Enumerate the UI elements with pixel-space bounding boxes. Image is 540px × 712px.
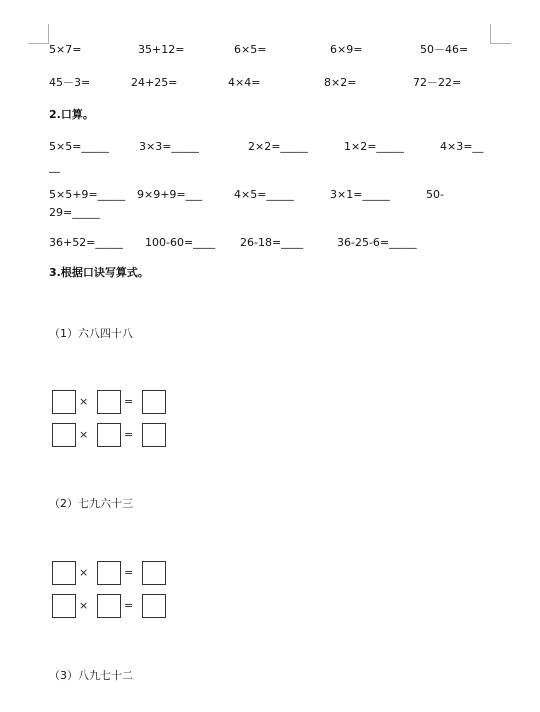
times-sign: × bbox=[79, 428, 89, 441]
crop-mark-top-left-v bbox=[48, 24, 49, 44]
answer-box[interactable] bbox=[97, 390, 121, 414]
answer-box[interactable] bbox=[142, 594, 166, 618]
mental-1-4: 1×2=_____ bbox=[344, 140, 404, 153]
section-2-title: 2.口算。 bbox=[49, 108, 94, 121]
mental-2-5: 50- bbox=[426, 188, 444, 201]
problem-r1-5: 50－46= bbox=[420, 43, 469, 56]
answer-box[interactable] bbox=[52, 423, 76, 447]
answer-box[interactable] bbox=[52, 561, 76, 585]
equals-sign: = bbox=[124, 428, 134, 441]
mental-3-1: 36+52=_____ bbox=[49, 236, 123, 249]
equals-sign: = bbox=[124, 395, 134, 408]
mental-1-2: 3×3=_____ bbox=[139, 140, 199, 153]
mental-2-4: 3×1=_____ bbox=[330, 188, 390, 201]
crop-mark-top-right-v bbox=[490, 24, 491, 44]
answer-box[interactable] bbox=[142, 390, 166, 414]
equals-sign: = bbox=[124, 599, 134, 612]
times-sign: × bbox=[79, 395, 89, 408]
item-3-label: （3）八九七十二 bbox=[49, 669, 133, 682]
crop-mark-top-right-h bbox=[490, 43, 511, 44]
mental-1-3: 2×2=_____ bbox=[248, 140, 308, 153]
mental-1-5-wrap: __ bbox=[49, 160, 60, 173]
problem-r2-4: 8×2= bbox=[324, 76, 357, 89]
answer-box[interactable] bbox=[52, 594, 76, 618]
problem-r2-2: 24+25= bbox=[131, 76, 178, 89]
section-3-title: 3.根据口诀写算式。 bbox=[49, 266, 149, 279]
item-1-label: （1）六八四十八 bbox=[49, 327, 133, 340]
mental-3-2: 100-60=____ bbox=[145, 236, 216, 249]
mental-3-3: 26-18=____ bbox=[240, 236, 304, 249]
equals-sign: = bbox=[124, 566, 134, 579]
problem-r1-2: 35+12= bbox=[138, 43, 185, 56]
answer-box[interactable] bbox=[142, 561, 166, 585]
mental-2-3: 4×5=_____ bbox=[234, 188, 294, 201]
problem-r1-3: 6×5= bbox=[234, 43, 267, 56]
mental-1-5: 4×3=__ bbox=[440, 140, 484, 153]
item-2-label: （2）七九六十三 bbox=[49, 497, 133, 510]
mental-3-4: 36-25-6=_____ bbox=[337, 236, 417, 249]
answer-box[interactable] bbox=[97, 561, 121, 585]
answer-box[interactable] bbox=[52, 390, 76, 414]
mental-2-5-wrap: 29=_____ bbox=[49, 206, 100, 219]
problem-r1-4: 6×9= bbox=[330, 43, 363, 56]
mental-2-2: 9×9+9=___ bbox=[137, 188, 203, 201]
answer-box[interactable] bbox=[97, 594, 121, 618]
times-sign: × bbox=[79, 566, 89, 579]
crop-mark-top-left-h bbox=[28, 43, 49, 44]
problem-r2-1: 45－3= bbox=[49, 76, 91, 89]
answer-box[interactable] bbox=[97, 423, 121, 447]
problem-r1-1: 5×7= bbox=[49, 43, 82, 56]
mental-2-1: 5×5+9=_____ bbox=[49, 188, 126, 201]
mental-1-1: 5×5=_____ bbox=[49, 140, 109, 153]
problem-r2-3: 4×4= bbox=[228, 76, 261, 89]
answer-box[interactable] bbox=[142, 423, 166, 447]
problem-r2-5: 72－22= bbox=[413, 76, 462, 89]
times-sign: × bbox=[79, 599, 89, 612]
